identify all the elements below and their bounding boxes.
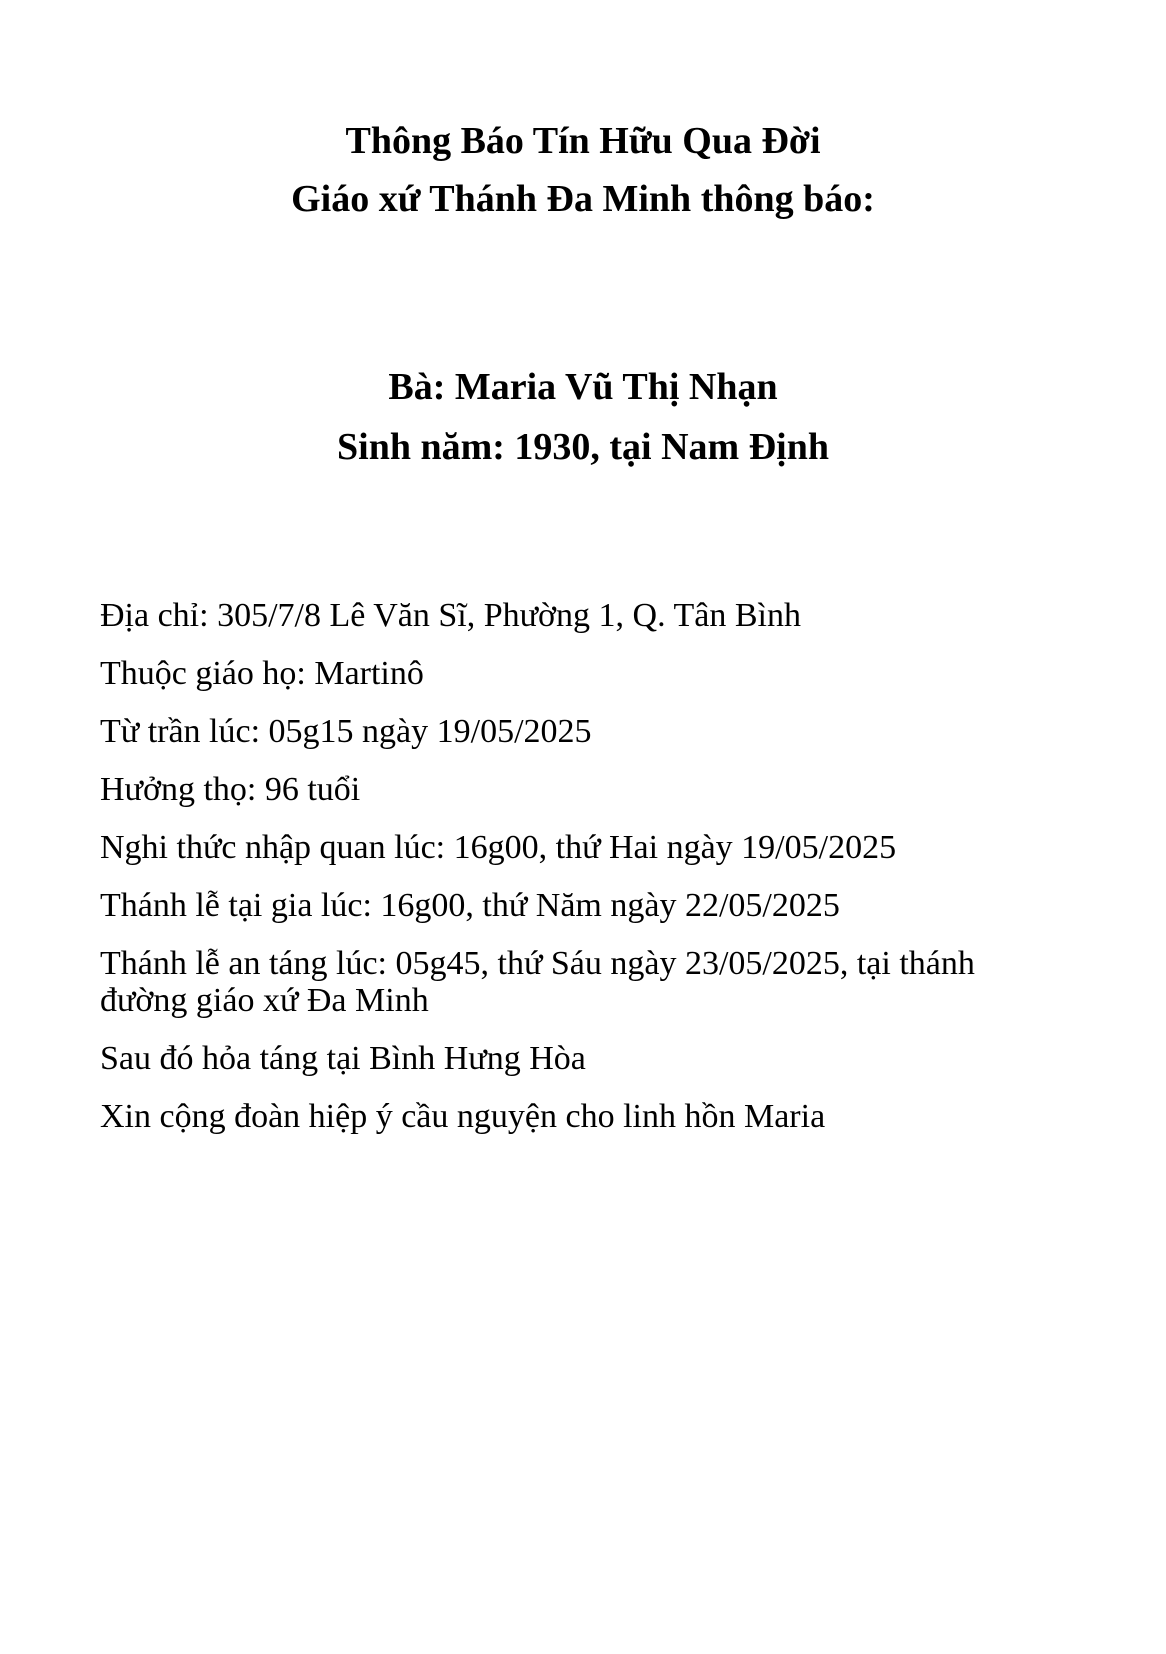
notice-header <box>0 112 1166 228</box>
home-mass-line: Thánh lễ tại gia lúc: 16g00, thứ Năm ngày 22/05/2025 <box>100 887 840 924</box>
notice-details <box>100 597 1060 1156</box>
funeral-mass-line: Thánh lễ an táng lúc: 05g45, thứ Sáu ngày 23/05/2025, tại thánh đường giáo xứ Đa Minh <box>100 945 975 1019</box>
death-time-line: Từ trần lúc: 05g15 ngày 19/05/2025 <box>100 713 592 750</box>
deceased-birth: Sinh năm: 1930, tại Nam Định <box>337 426 829 468</box>
prayer-request-line: Xin cộng đoàn hiệp ý cầu nguyện cho linh hồn Maria <box>100 1098 826 1135</box>
deceased-name: Bà: Maria Vũ Thị Nhạn <box>388 366 778 408</box>
address-line: Địa chỉ: 305/7/8 Lê Văn Sĩ, Phường 1, Q. Tân Bình <box>100 597 801 634</box>
notice-title: Thông Báo Tín Hữu Qua Đời <box>345 120 821 162</box>
cremation-line: Sau đó hỏa táng tại Bình Hưng Hòa <box>100 1040 586 1077</box>
parish-group-line: Thuộc giáo họ: Martinô <box>100 655 424 692</box>
coffin-rite-line: Nghi thức nhập quan lúc: 16g00, thứ Hai ngày 19/05/2025 <box>100 829 897 866</box>
deceased-info <box>0 357 1166 477</box>
notice-subtitle: Giáo xứ Thánh Đa Minh thông báo: <box>291 178 875 220</box>
age-line: Hưởng thọ: 96 tuổi <box>100 771 361 808</box>
